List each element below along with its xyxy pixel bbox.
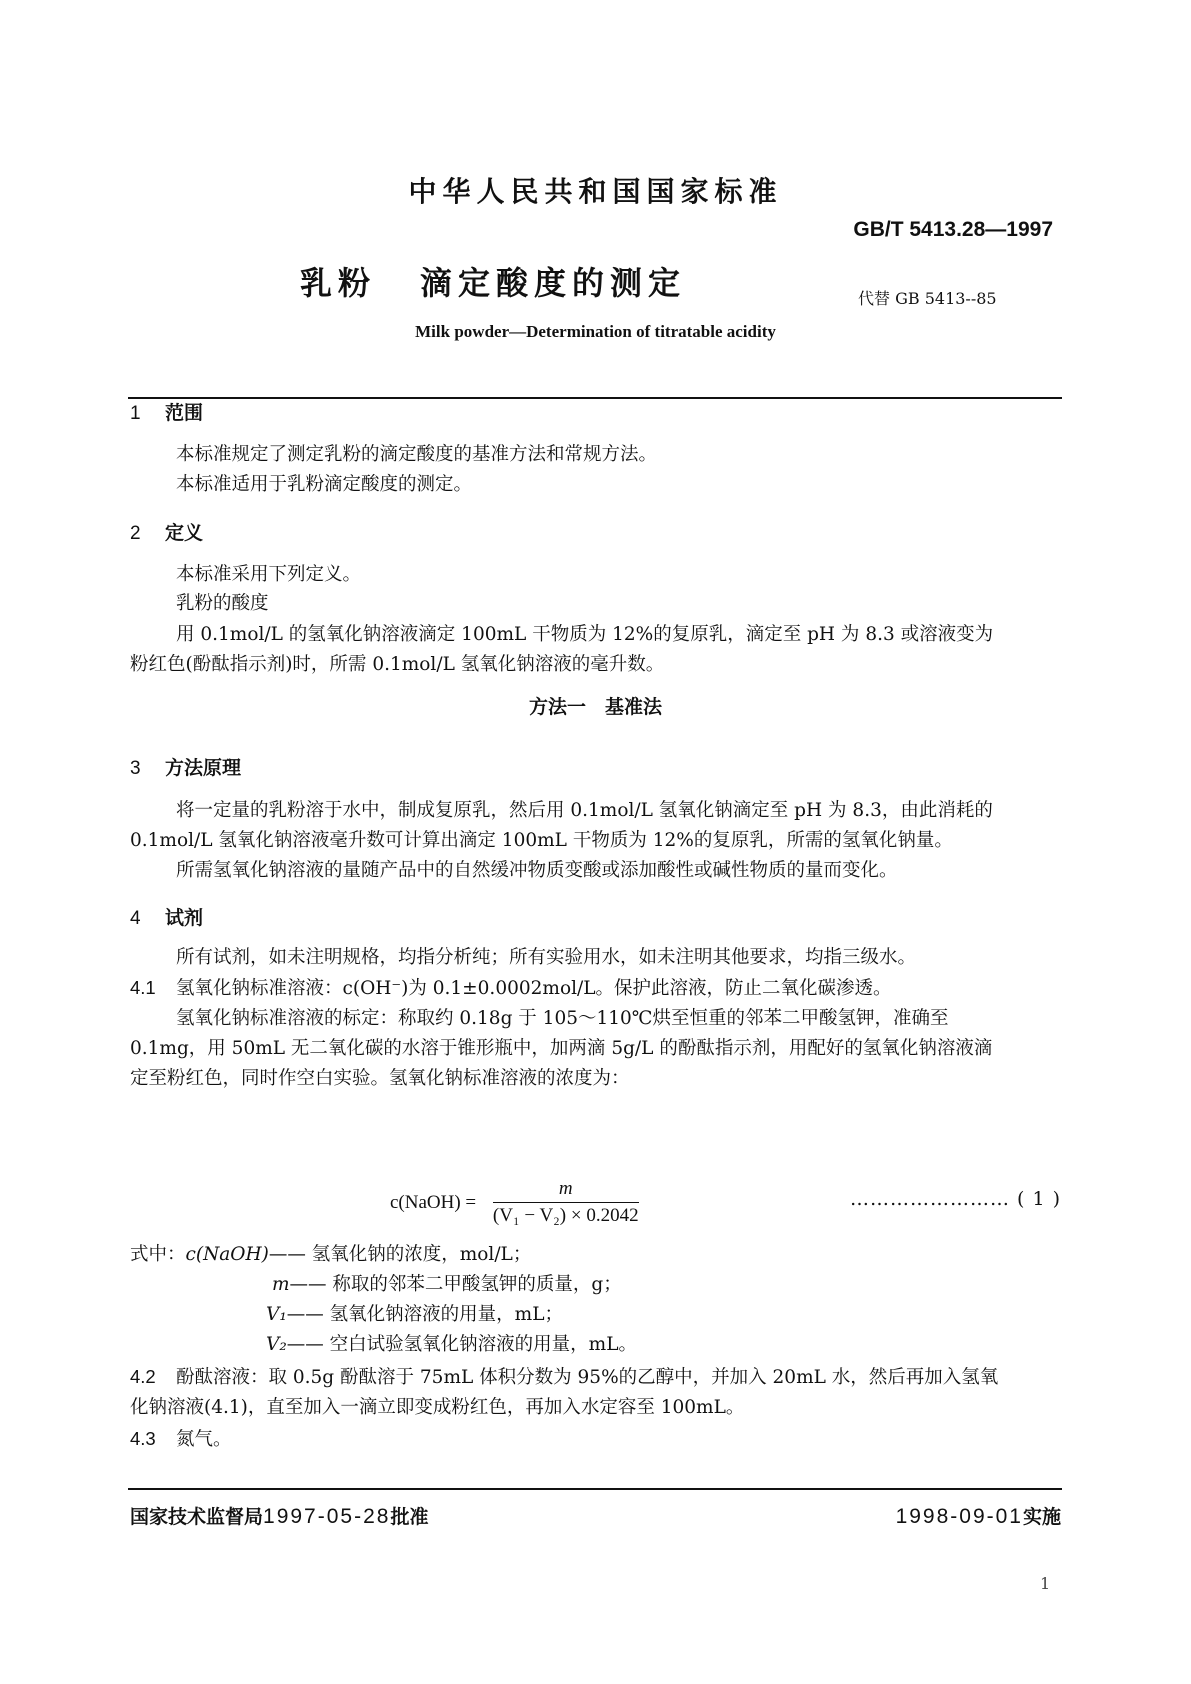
section-1-heading: 1 范围 [130,402,204,424]
title-part1: 乳粉 [300,264,377,302]
clause-4-2: 4.2 酚酞溶液：取 0.5g 酚酞溶于 75mL 体积分数为 95%的乙醇中，并加入 20mL 水，然后再加入氢氧 化钠溶液(4.1)，直至加入一滴立即变成粉红色，再加入水定容至 100mL。 [130,1366,999,1418]
method-heading: 方法一 基准法 [528,696,662,718]
definition-term: 乳粉的酸度 [176,593,269,614]
formula-fraction [493,1178,639,1227]
national-standard-title: 中华人民共和国国家标准 [408,175,783,208]
naoh-concentration-formula [390,1178,639,1238]
section-4-heading: 4 试剂 [130,907,204,929]
standardization-text: 氢氧化钠标准溶液的标定：称取约 0.18g 于 105～110℃烘至恒重的邻苯二甲酸氢钾，准确至 0.1mg，用 50mL 无二氧化碳的水溶于锥形瓶中，加两滴 5g/L 的酚酞指示剂，用配好的氢氧化钠溶液滴 定至粉红色，同时作空白实验。氢氧化钠标准溶液的浓度为： [130,1008,993,1089]
footer-implementation: 1998-09-01实施 [895,1505,1061,1528]
english-title: Milk powder—Determination of titratable acidity [415,322,776,341]
where-row-3: V₁—— 氢氧化钠溶液的用量，mL； [266,1304,563,1325]
where-row-4: V₂—— 空白试验氢氧化钠溶液的用量，mL。 [266,1334,637,1355]
equation-number: …………………… ( 1 ) [850,1188,1062,1210]
clause-4-3: 4.3 氮气。 [130,1428,232,1450]
section-4-intro: 所有试剂，如未注明规格，均指分析纯；所有实验用水，如未注明其他要求，均指三级水。 [176,947,917,968]
definition-text: 用 0.1mol/L 的氢氧化钠溶液滴定 100mL 干物质为 12%的复原乳，滴定至 pH 为 8.3 或溶液变为 粉红色(酚酞指示剂)时，所需 0.1mol/L 氢氧化钠溶液的毫升数。 [130,624,994,675]
formula-numerator: m [493,1178,639,1203]
where-row-1: 式中：c(NaOH)—— 氢氧化钠的浓度，mol/L； [130,1244,532,1265]
clause-4-1: 4.1 氢氧化钠标准溶液：c(OH⁻)为 0.1±0.0002mol/L。保护此溶液，防止二氧化碳渗透。 [130,977,892,999]
section-2-para-1: 本标准采用下列定义。 [176,564,362,585]
footer-divider [128,1488,1062,1490]
section-3-text: 将一定量的乳粉溶于水中，制成复原乳，然后用 0.1mol/L 氢氧化钠滴定至 pH 为 8.3，由此消耗的 0.1mol/L 氢氧化钠溶液毫升数可计算出滴定 100mL 干物质为 12%的复原乳，所需的氢氧化钠量。 所需氢氧化钠溶液的量随产品中的自然缓冲物质变酸或添加酸性或碱性物质的量而变化。 [130,800,993,881]
section-1-para-2: 本标准适用于乳粉滴定酸度的测定。 [176,474,473,495]
section-2-heading: 2 定义 [130,522,204,544]
section-3-heading: 3 方法原理 [130,757,242,779]
footer-approval: 国家技术监督局1997-05-28批准 [130,1505,429,1528]
replaces-note: 代替 GB 5413--85 [858,289,997,308]
document-title [300,258,686,304]
formula-lhs: c(NaOH) = [390,1191,477,1213]
page-number: 1 [1040,1574,1051,1593]
header-divider [128,397,1062,399]
standard-code: GB/T 5413.28—1997 [853,218,1053,241]
where-row-2: m—— 称取的邻苯二甲酸氢钾的质量，g； [272,1274,622,1295]
title-part2: 滴定酸度的测定 [420,264,687,302]
section-1-para-1: 本标准规定了测定乳粉的滴定酸度的基准方法和常规方法。 [176,444,658,465]
formula-denominator: (V₁ − V₂) × 0.2042 [492,1205,639,1226]
